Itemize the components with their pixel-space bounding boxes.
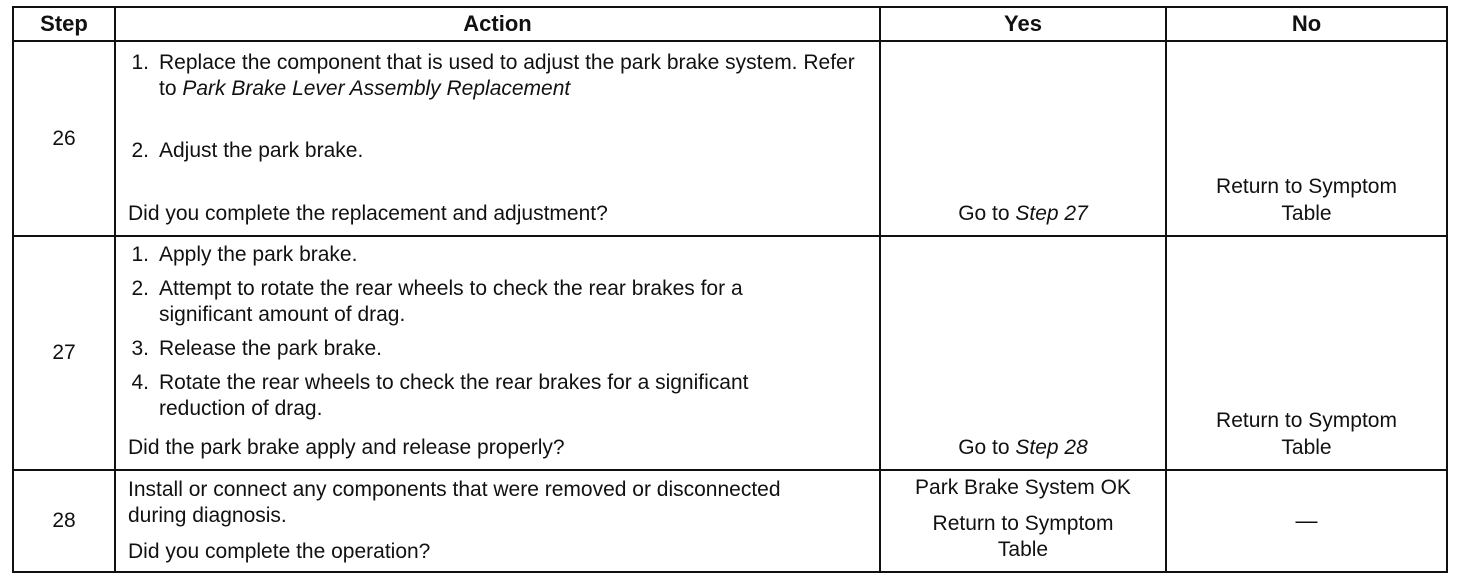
header-step: Step xyxy=(13,7,115,41)
step-number: 27 xyxy=(13,236,115,470)
yes-prefix: Go to xyxy=(958,436,1016,459)
yes-prefix: Go to xyxy=(958,202,1016,225)
action-cell xyxy=(115,470,880,572)
item-text: Adjust the park brake. xyxy=(159,139,364,162)
header-action: Action xyxy=(115,7,880,41)
list-item xyxy=(116,138,879,164)
question-text: Did you complete the replacement and adjustment? xyxy=(128,202,608,225)
no-cell xyxy=(1166,236,1447,470)
header-yes: Yes xyxy=(880,7,1166,41)
item-text: Release the park brake. xyxy=(159,337,382,360)
item-number: 4. xyxy=(131,371,149,394)
list-item xyxy=(116,242,879,268)
item-number: 3. xyxy=(131,337,149,360)
diagnostic-table xyxy=(12,6,1448,573)
yes-cell xyxy=(880,470,1166,572)
item-text: Replace the component that is used to adjust the park brake system. Refer to xyxy=(159,51,855,100)
item-number: 2. xyxy=(131,139,149,162)
yes-result: Park Brake System OK xyxy=(915,476,1131,499)
action-cell xyxy=(115,236,880,470)
item-text: Apply the park brake. xyxy=(159,243,358,266)
item-text: Attempt to rotate the rear wheels to check the rear brakes for a significant amount of drag. xyxy=(159,277,743,326)
action-text: Install or connect any components that were removed or disconnected during diagnosis. xyxy=(128,478,781,527)
no-value: — xyxy=(1295,508,1318,533)
item-text: Rotate the rear wheels to check the rear brakes for a significant reduction of drag. xyxy=(159,371,749,420)
step-number: 28 xyxy=(13,470,115,572)
header-row xyxy=(13,7,1447,41)
no-cell xyxy=(1166,41,1447,236)
step-link[interactable]: Step 27 xyxy=(1015,202,1088,225)
list-item xyxy=(116,276,879,328)
table-row xyxy=(13,236,1447,470)
step-link[interactable]: Step 28 xyxy=(1015,436,1088,459)
symptom-table-link[interactable]: Return to Symptom Table xyxy=(932,512,1114,561)
symptom-table-link[interactable]: Return to Symptom Table xyxy=(1216,409,1397,459)
reference-link[interactable]: Park Brake Lever Assembly Replacement xyxy=(182,77,571,100)
question-text: Did the park brake apply and release properly? xyxy=(128,436,565,459)
no-cell xyxy=(1166,470,1447,572)
item-number: 2. xyxy=(131,277,149,300)
question-text: Did you complete the operation? xyxy=(128,540,431,563)
item-number: 1. xyxy=(131,243,149,266)
yes-cell xyxy=(880,41,1166,236)
yes-cell xyxy=(880,236,1166,470)
list-item xyxy=(116,370,879,422)
list-item xyxy=(116,336,879,362)
action-cell xyxy=(115,41,880,236)
list-item xyxy=(116,50,879,102)
table-row xyxy=(13,470,1447,572)
header-no: No xyxy=(1166,7,1447,41)
item-number: 1. xyxy=(131,51,149,74)
table-row xyxy=(13,41,1447,236)
step-number: 26 xyxy=(13,41,115,236)
symptom-table-link[interactable]: Return to Symptom Table xyxy=(1216,175,1397,225)
